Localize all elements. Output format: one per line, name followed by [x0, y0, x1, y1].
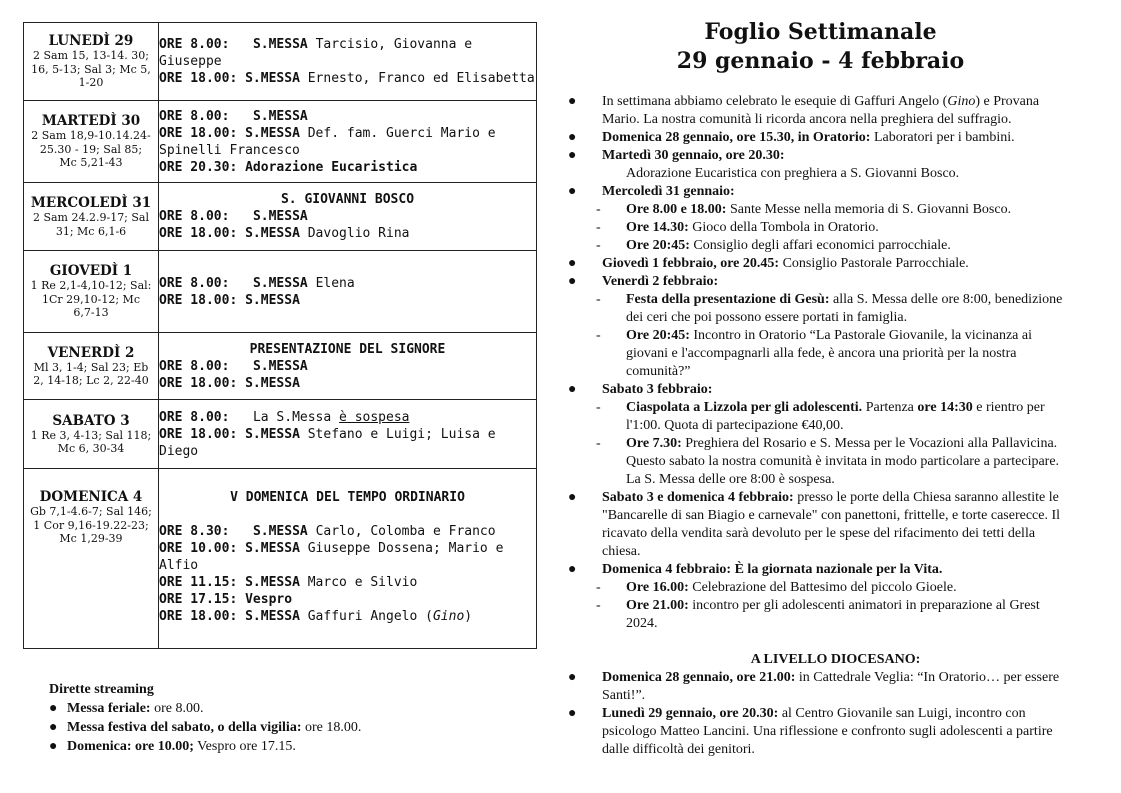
entry-time: ORE 11.15: — [159, 575, 238, 590]
mass-entry — [159, 523, 536, 540]
entry-type: S.MESSA — [245, 71, 300, 86]
entry-type: S.MESSA — [252, 209, 308, 224]
bullet-icon: ● — [49, 739, 58, 754]
diocesan-text: al Centro Giovanile san Luigi, incontro con psicologo Matteo Lancini. Una riflessione e confronto sugli adolescenti a partire dalle difficoltà dei genitori. — [602, 706, 1053, 757]
dash-icon: - — [596, 202, 601, 217]
streaming-section — [49, 680, 469, 756]
streaming-item — [49, 718, 469, 737]
schedule-table — [23, 22, 537, 649]
notice-subitem — [568, 201, 1073, 219]
entry-time: ORE 18.00: — [159, 375, 238, 391]
day-name: GIOVEDÌ 1 — [49, 263, 133, 280]
bullet-icon: ● — [568, 184, 577, 199]
notices-section — [568, 18, 1073, 759]
mass-entry — [159, 608, 536, 625]
schedule-row-lunedi — [24, 23, 537, 101]
subitem-text: Partenza — [862, 400, 918, 415]
subitem-time: ore 14:30 — [917, 400, 973, 415]
notice-item — [568, 255, 1073, 273]
entry-text: Giuseppe Dossena; Mario e Alfio — [159, 541, 504, 573]
mass-entry — [159, 292, 536, 309]
entry-type: S.MESSA — [245, 292, 300, 308]
entry-after: ) — [464, 609, 473, 624]
notice-subitem — [568, 219, 1073, 237]
bible-references: Ml 3, 1-4; Sal 23; Eb 2, 14-18; Lc 2, 22-40 — [33, 360, 149, 387]
vespers-entry — [159, 591, 536, 608]
suspended-note: è sospesa — [339, 409, 410, 425]
diocesan-list — [568, 669, 1073, 759]
schedule-row-giovedi — [24, 251, 537, 333]
day-cell — [24, 469, 159, 649]
subitem-lead: Ore 7.30: — [626, 436, 682, 451]
notice-item — [568, 147, 1073, 183]
notice-lead: Domenica 4 febbraio: È la giornata nazionale per la Vita. — [602, 562, 943, 577]
dash-icon: - — [596, 400, 601, 415]
day-cell — [24, 23, 159, 101]
notice-subitem — [568, 327, 1073, 381]
entry-text: Marco e Silvio — [307, 575, 418, 590]
bible-references: 2 Sam 24.2.9-17; Sal 31; Mc 6,1-6 — [32, 211, 150, 238]
entry-type: Vespro — [245, 592, 293, 607]
streaming-title: Dirette streaming — [49, 682, 154, 697]
subitem-lead: Festa della presentazione di Gesù: — [626, 292, 830, 307]
entry-time: ORE 18.00: — [159, 609, 238, 624]
mass-entry — [159, 125, 536, 159]
entry-type: S.MESSA — [245, 541, 300, 556]
bible-references: 2 Sam 18,9-10.14.24-25.30 - 19; Sal 85; Mc 5,21-43 — [31, 129, 151, 170]
notice-subitem — [568, 237, 1073, 255]
notice-lead: Giovedì 1 febbraio, ore 20.45: — [602, 256, 780, 271]
notice-lead: Sabato 3 e domenica 4 febbraio: — [602, 490, 794, 505]
mass-entry — [159, 225, 536, 242]
bullet-icon: ● — [568, 148, 577, 163]
notice-lead: Domenica 28 gennaio, ore 15.30, in Oratorio: — [602, 130, 871, 145]
mass-entry — [159, 574, 536, 591]
dash-icon: - — [596, 292, 601, 307]
notice-subitem — [568, 579, 1073, 597]
subitem-lead: Ore 16.00: — [626, 580, 689, 595]
subitem-text: Sante Messe nella memoria di S. Giovanni Bosco. — [726, 202, 1012, 217]
day-cell — [24, 101, 159, 183]
bullet-icon: ● — [568, 274, 577, 289]
entry-time: ORE 18.00: — [159, 426, 238, 442]
entry-time: ORE 8.00: — [159, 108, 230, 124]
bullet-icon: ● — [568, 562, 577, 577]
diocesan-heading: A LIVELLO DIOCESANO: — [750, 652, 921, 667]
entries-cell — [159, 101, 537, 183]
mass-entry — [159, 275, 536, 292]
subitem-text-2: e rientro per l'1:00. Quota di partecipazione €40,00. — [626, 400, 1045, 433]
notice-item — [568, 561, 1073, 579]
bullet-icon: ● — [568, 256, 577, 271]
schedule-row-martedi — [24, 101, 537, 183]
mass-entry — [159, 375, 536, 392]
bullet-icon: ● — [568, 130, 577, 145]
entry-time: ORE 18.00: — [159, 292, 238, 308]
streaming-label: Domenica: ore 10.00; — [67, 739, 194, 754]
streaming-label: Messa feriale: — [67, 701, 151, 716]
entry-text: Stefano e Luigi; Luisa e Diego — [159, 426, 496, 459]
dash-icon: - — [596, 328, 601, 343]
diocesan-lead: Lunedì 29 gennaio, ore 20.30: — [602, 706, 779, 721]
entry-time: ORE 8.00: — [159, 358, 230, 374]
notice-text-post: ) e Provana Mario. La nostra comunità li ricorda ancora nella preghiera del suffragio. — [602, 94, 1040, 127]
feast-heading: V DOMENICA DEL TEMPO ORDINARIO — [230, 490, 465, 505]
entry-type: S.MESSA — [245, 609, 300, 624]
entry-text: Davoglio Rina — [307, 226, 410, 241]
bible-references: 1 Re 3, 4-13; Sal 118; Mc 6, 30-34 — [30, 428, 152, 455]
mass-entry — [159, 36, 536, 70]
diocesan-lead: Domenica 28 gennaio, ore 21.00: — [602, 670, 796, 685]
notice-subitem — [568, 291, 1073, 327]
entry-text: Gaffuri Angelo ( — [307, 609, 433, 624]
entry-time: ORE 8.00: — [159, 409, 230, 425]
streaming-value: Vespro ore 17.15. — [193, 739, 296, 754]
subitem-lead: Ore 8.00 e 18.00: — [626, 202, 727, 217]
day-name: SABATO 3 — [52, 412, 130, 429]
notice-subitem — [568, 399, 1073, 435]
entry-type: S.MESSA — [245, 575, 300, 590]
entry-type: S.MESSA — [252, 524, 308, 539]
schedule-section — [23, 22, 537, 649]
notice-text: presso le porte della Chiesa saranno allestite le "Bancarelle di san Biagio e carnevale" con panettoni, frittelle, e torte caserecce. Il ricavato della vendita sarà devoluto per le spese del rifacimento dei tetti della chiesa. — [602, 490, 1061, 559]
subitem-text: Preghiera del Rosario e S. Messa per le Vocazioni alla Pallavicina. Questo sabato la nostra comunità è invitata in modo particolare a partecipare. La S. Messa delle ore 8:00 è sospesa. — [626, 436, 1060, 487]
entry-type: S.MESSA — [245, 226, 300, 241]
entry-text: Carlo, Colomba e Franco — [315, 524, 496, 539]
streaming-value: ore 8.00. — [150, 701, 204, 716]
bullet-icon: ● — [568, 490, 577, 505]
dash-icon: - — [596, 220, 601, 235]
entry-text: Def. fam. Guerci Mario e Spinelli Francesco — [159, 125, 496, 158]
mass-entry — [159, 540, 536, 574]
entry-time: ORE 8.00: — [159, 37, 230, 52]
entry-time: ORE 18.00: — [159, 125, 238, 141]
notice-subitem — [568, 435, 1073, 489]
streaming-value: ore 18.00. — [301, 720, 362, 735]
entry-type: Adorazione Eucaristica — [245, 159, 418, 175]
diocesan-item — [568, 669, 1073, 705]
title-line-1: Foglio Settimanale — [704, 19, 937, 45]
notice-lead: Venerdì 2 febbraio: — [602, 274, 719, 289]
subitem-text: Gioco della Tombola in Oratorio. — [688, 220, 879, 235]
notice-item — [568, 129, 1073, 147]
notice-item — [568, 489, 1073, 561]
streaming-item — [49, 737, 469, 756]
bible-references: Gb 7,1-4.6-7; Sal 146; 1 Cor 9,16-19.22-23; Mc 1,29-39 — [30, 505, 152, 545]
day-name: LUNEDÌ 29 — [48, 33, 134, 50]
notice-item — [568, 183, 1073, 201]
streaming-label: Messa festiva del sabato, o della vigilia: — [67, 720, 302, 735]
day-name: DOMENICA 4 — [39, 489, 143, 505]
diocesan-text: in Cattedrale Veglia: “In Oratorio… per essere Santi!”. — [602, 670, 1060, 703]
bullet-icon: ● — [568, 382, 577, 397]
feast-heading: PRESENTAZIONE DEL SIGNORE — [249, 341, 446, 357]
mass-entry — [159, 70, 536, 87]
streaming-item — [49, 699, 469, 718]
subitem-lead: Ciaspolata a Lizzola per gli adolescenti. — [626, 400, 863, 415]
day-name: MARTEDÌ 30 — [41, 113, 141, 130]
day-cell — [24, 183, 159, 251]
entries-cell — [159, 251, 537, 333]
entry-type: S.MESSA — [252, 108, 308, 124]
entries-cell — [159, 400, 537, 469]
notices-list — [568, 93, 1073, 633]
subitem-lead: Ore 20:45: — [626, 328, 690, 343]
notice-lead: Mercoledì 31 gennaio: — [602, 184, 735, 199]
adoration-entry — [159, 159, 536, 176]
dash-icon: - — [596, 238, 601, 253]
entry-type: S.MESSA — [245, 125, 300, 141]
notice-lead: Sabato 3 febbraio: — [602, 382, 713, 397]
bible-references: 2 Sam 15, 13-14. 30; 16, 5-13; Sal 3; Mc 5, 1-20 — [31, 49, 151, 90]
dash-icon: - — [596, 580, 601, 595]
dash-icon: - — [596, 598, 601, 613]
mass-entry — [159, 208, 536, 225]
entry-time: ORE 17.15: — [159, 592, 238, 607]
notice-item — [568, 273, 1073, 291]
entry-time: ORE 18.00: — [159, 226, 238, 241]
schedule-row-mercoledi — [24, 183, 537, 251]
entry-text: Tarcisio, Giovanna e Giuseppe — [159, 37, 473, 69]
schedule-row-venerdi — [24, 333, 537, 400]
entries-cell — [159, 469, 537, 649]
notice-text: In settimana abbiamo celebrato le esequie di Gaffuri Angelo ( — [602, 94, 948, 109]
entry-type: S.MESSA — [245, 375, 300, 391]
notice-text: Consiglio Pastorale Parrocchiale. — [779, 256, 969, 271]
mass-entry — [159, 426, 536, 460]
notice-text: Adorazione Eucaristica con preghiera a S. Giovanni Bosco. — [626, 166, 960, 181]
mass-entry — [159, 409, 536, 426]
bullet-icon: ● — [568, 670, 577, 685]
schedule-row-sabato — [24, 400, 537, 469]
entry-type: S.MESSA — [245, 426, 300, 442]
entry-italic: Gino — [432, 609, 465, 624]
entry-type: S.MESSA — [252, 37, 308, 52]
entry-time: ORE 8.00: — [159, 209, 230, 224]
day-cell — [24, 400, 159, 469]
schedule-row-domenica — [24, 469, 537, 649]
mass-entry — [159, 108, 536, 125]
bullet-icon: ● — [568, 706, 577, 721]
diocesan-item — [568, 705, 1073, 759]
notice-item — [568, 381, 1073, 399]
entry-text: La S.Messa — [252, 409, 332, 425]
bullet-icon: ● — [568, 94, 577, 109]
page-title — [568, 18, 1073, 76]
day-cell — [24, 333, 159, 400]
entry-time: ORE 8.30: — [159, 524, 230, 539]
entry-text: Ernesto, Franco ed Elisabetta — [307, 71, 535, 86]
entry-type: S.MESSA — [252, 275, 308, 291]
notice-item — [568, 93, 1073, 129]
mass-entry — [159, 358, 536, 375]
title-date-range: 29 gennaio - 4 febbraio — [676, 48, 965, 74]
day-name: VENERDÌ 2 — [47, 344, 135, 361]
subitem-text: incontro per gli adolescenti animatori in preparazione al Grest 2024. — [626, 598, 1040, 631]
entry-time: ORE 8.00: — [159, 275, 230, 291]
notice-text: Laboratori per i bambini. — [870, 130, 1015, 145]
notice-lead: Martedì 30 gennaio, ore 20.30: — [602, 148, 785, 163]
entries-cell — [159, 333, 537, 400]
entry-time: ORE 10.00: — [159, 541, 238, 556]
feast-heading: S. GIOVANNI BOSCO — [280, 192, 415, 207]
bullet-icon: ● — [49, 701, 58, 716]
dash-icon: - — [596, 436, 601, 451]
subitem-text: Celebrazione del Battesimo del piccolo Gioele. — [688, 580, 957, 595]
entry-time: ORE 18.00: — [159, 71, 238, 86]
entries-cell — [159, 23, 537, 101]
subitem-lead: Ore 14.30: — [626, 220, 689, 235]
subitem-lead: Ore 21.00: — [626, 598, 689, 613]
subitem-text: Incontro in Oratorio “La Pastorale Giovanile, la vicinanza ai giovani e l'accompagnarli alla fede, è ancora una priorità per la nostra comunità?” — [626, 328, 1032, 379]
subitem-text: Consiglio degli affari economici parrocchiale. — [689, 238, 951, 253]
day-name: MERCOLEDÌ 31 — [30, 195, 152, 211]
notice-subitem — [568, 597, 1073, 633]
subitem-lead: Ore 20:45: — [626, 238, 690, 253]
notice-italic: Gino — [947, 94, 976, 109]
day-cell — [24, 251, 159, 333]
entry-text: Elena — [315, 275, 355, 291]
subitem-text: alla S. Messa delle ore 8:00, benedizione dei ceri che poi possono essere portati in famiglia. — [626, 292, 1063, 325]
bible-references: 1 Re 2,1-4,10-12; Sal: 1Cr 29,10-12; Mc 6,7-13 — [30, 279, 152, 320]
entry-time: ORE 20.30: — [159, 159, 238, 175]
entry-type: S.MESSA — [252, 358, 308, 374]
entries-cell — [159, 183, 537, 251]
bullet-icon: ● — [49, 720, 58, 735]
